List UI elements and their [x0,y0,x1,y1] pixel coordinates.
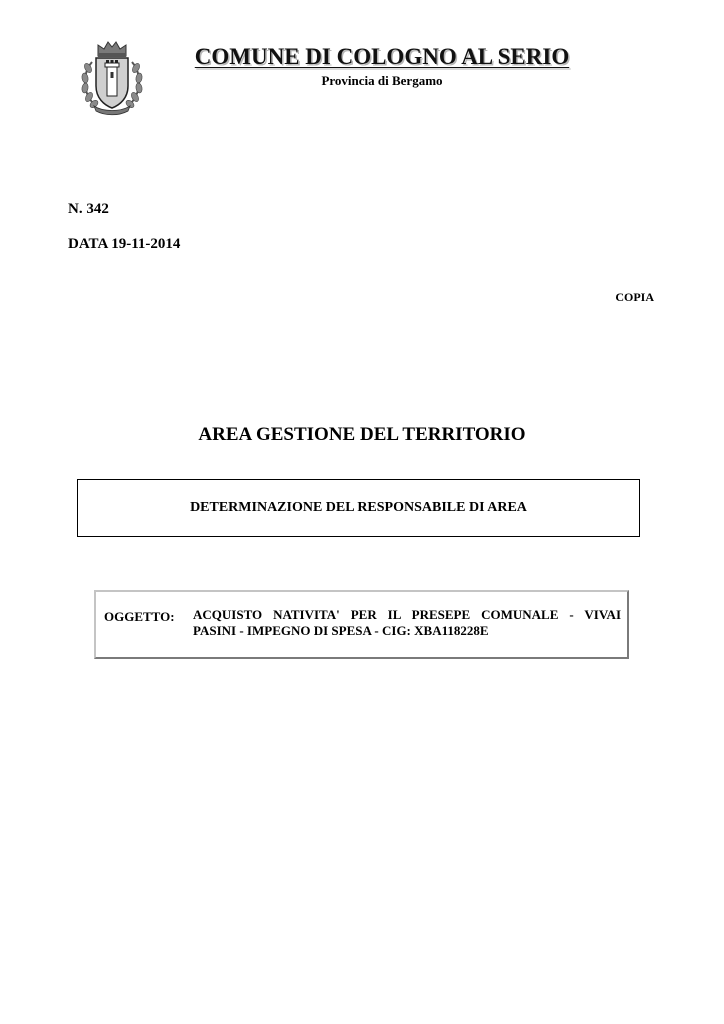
determination-box [77,479,640,537]
coat-of-arms-icon [79,38,145,116]
province-subtitle: Provincia di Bergamo [321,73,443,88]
subject-line-2: PASINI - IMPEGNO DI SPESA - CIG: XBA118228E [193,623,489,638]
document-date: DATA 19-11-2014 [68,236,181,252]
determination-title: DETERMINAZIONE DEL RESPONSABILE DI AREA [190,500,527,515]
municipality-title: COMUNE DI COLOGNO AL SERIO [194,44,570,69]
subject-text [193,607,621,639]
document-number: N. 342 [68,201,109,217]
area-heading: AREA GESTIONE DEL TERRITORIO [198,424,526,445]
copy-label: COPIA [615,290,654,304]
subject-label: OGGETTO: [104,609,175,624]
subject-box [94,590,629,659]
subject-line-1: ACQUISTO NATIVITA' PER IL PRESEPE COMUNALE - VIVAI [193,607,621,622]
